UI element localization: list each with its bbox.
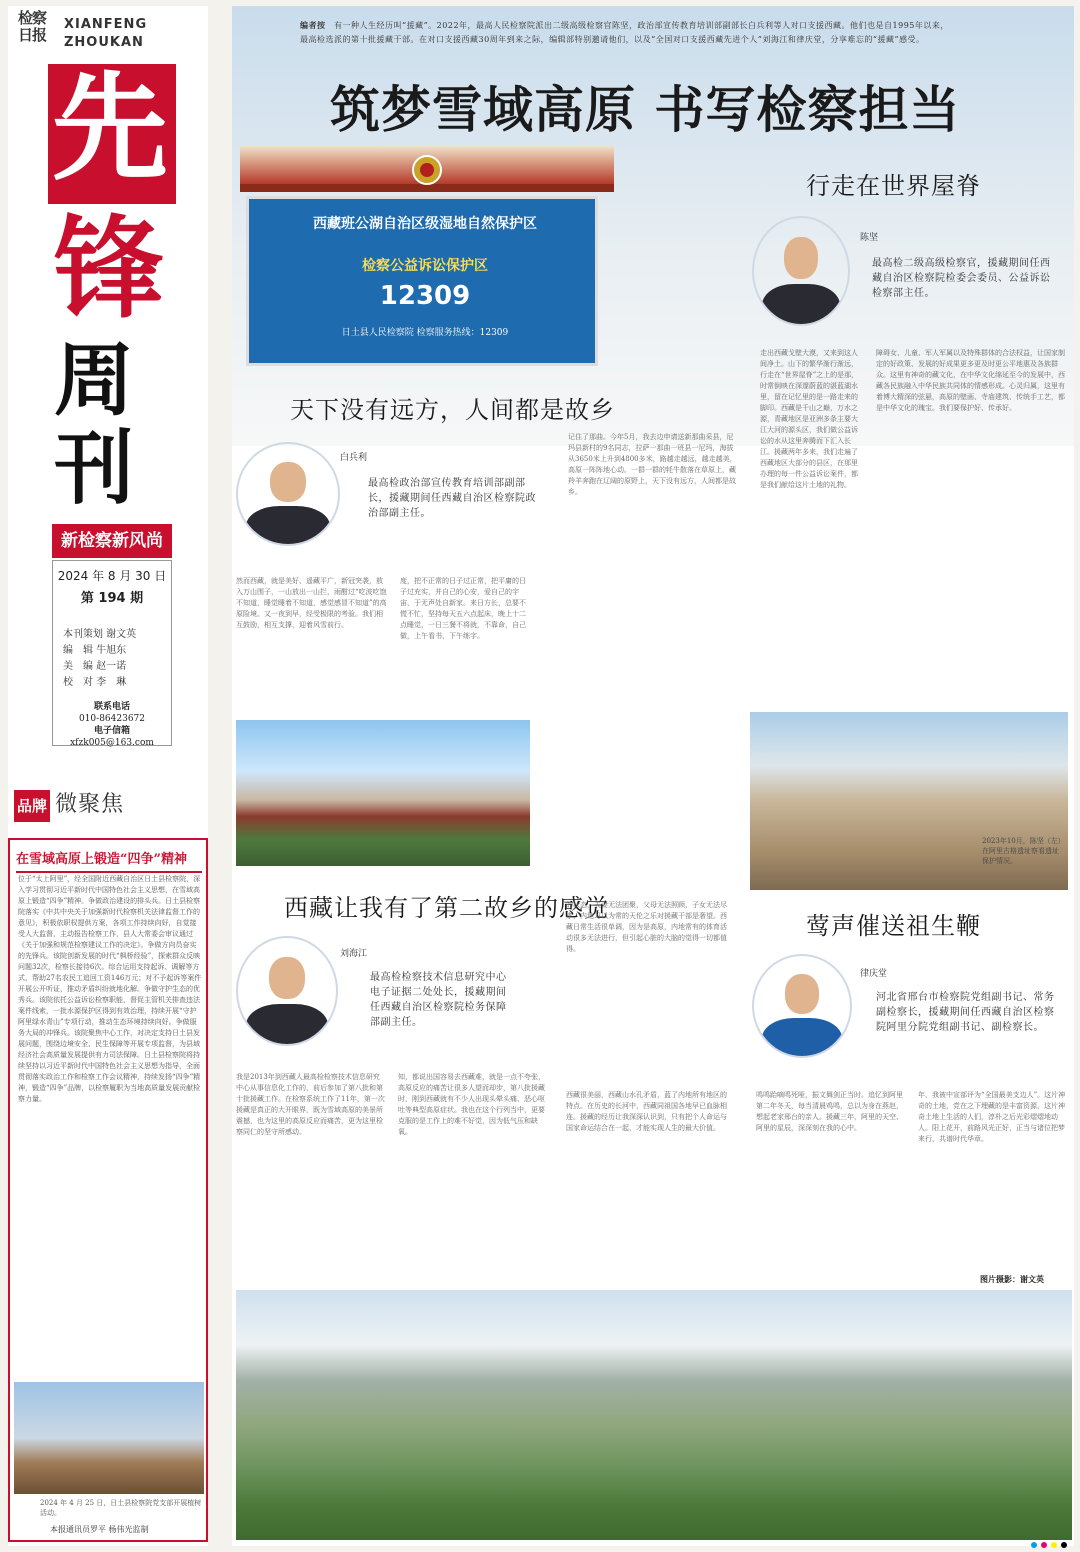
bio-chen-jian: 最高检二级高级检察官，援藏期间任西藏自治区检察院检委会委员、公益诉讼检察部主任。 — [872, 258, 1051, 299]
contact-phone-label: 联系电话 — [93, 702, 130, 712]
editor-note-text: 有一种人生经历叫“援藏”。2022年，最高人民检察院派出二级高级检察官陈坚，政治部宣传教育培训部副部长白兵利等人对口支援西藏。他们也是自1995年以来，最高检选派的第十批援藏干部。在对口支援西藏30周年到来之际，编辑部特别邀请他们，以及“全国对口支援西藏先进个人”刘海江和律庆堂，分享难忘的“援藏”感受。 — [300, 21, 949, 44]
brand-header — [14, 790, 194, 826]
issue-number: 第 194 期 — [80, 591, 144, 606]
feature-photo-caption: 2024 年 4 月 25 日，日土县检察院党支部开展植树活动。 — [40, 1499, 202, 1517]
portrait-lv-qingtang — [752, 954, 852, 1058]
editor-note — [300, 18, 950, 47]
title-char-3: 周 — [54, 333, 134, 427]
brand-title: 微聚焦 — [55, 792, 125, 817]
contact-info — [53, 701, 171, 749]
portrait-bai-bingli — [236, 442, 340, 546]
feature-body: 位于“太上阿里”，经全国附近西藏自治区日土县检察院，深入学习贯彻习近平新时代中国特色社会主义思想，在雪域高原上锻造“四争”精神。争做政治建设的排头兵。日土县检察院落实《中共中央关于加强新时代检察机关法律监督工作的意见》，积极依职权提供方案，各项工作持续向好，自觉接受人大监督，主动报告检察工作，县人大常委会审议通过《关于加强和规范检察建议工作的决定》。争做方向员奋实的先锋兵。该院创新发展的时代“枫桥经验”，探索群众反映问题32次，检察长接待6次。综合运用支持起诉、调解等方式，帮助27名农民工追回工资146万元；对不予起诉等案件开展公开听证，推动矛盾纠纷就地化解。争做守护生态的优秀兵。该院依托公益诉讼检察职能，督促主管机关排查违法案件线索，一批水源保护区得到有效治理，持续开展“守护阿里绿水青山”专项行动，推动生态环境持续向好。争做服务大局的冲锋兵。该院聚焦中心工作，对决定支持日土县发展问题，围绕边境安全、民生保障等开展专项监督，为县域经济社会高质量发展提供有力司法保障。日土县检察院将持续坚持以习近平新时代中国特色社会主义思想为指导，全面贯彻落实政治工作和检察工作会议精神，持续发扬“四争”精神，锻造“四争”品牌，以检察履职为当地高质量发展贡献检察力量。 — [18, 875, 202, 1103]
feature-credit: 本报通讯员罗平 杨伟光监制 — [50, 1525, 149, 1534]
column-f: 我是2013年到西藏人最高检检察技术信息研究中心从事信息化工作的，前后参加了第八批和第十批援藏工作。在检察系统工作了11年，第一次援藏是真正的大开眼界，既为雪域高原的美景所震撼，也为这里的高原反应而痛苦，更为这里检察同仁的坚守所感动。 — [236, 1073, 385, 1136]
masthead-title-red — [48, 64, 176, 204]
name-bai-bingli: 白兵利 — [340, 453, 368, 463]
contact-phone: 010-86423672 — [78, 714, 146, 724]
column-i: 西藏很美丽，西藏山水孔矛盾，蓝了内地所有地区的特点。在历史的长河中，西藏同祖国各地早已血脉相连。援藏的经历让我深深认识到，只有把个人命运与国家命运结合在一起，才能实现人生的最大价值。 — [566, 1091, 727, 1132]
staff-proofreader: 校 对 李 琳 — [63, 677, 127, 688]
section-title-3: 西藏让我有了第二故乡的感觉 — [284, 894, 609, 922]
logo-chars: 检察日报 — [18, 9, 47, 44]
column-g: 知，都说出国容易去西藏难，就是一点不夸张，高原反应的痛苦让很多人望而却步，第八批援藏时，刚到西藏就有不少人出现头晕头痛、恶心呕吐等典型高原症状。我也在这个行列当中，更要克服的是工作上的难不好觉，因为低气压和缺氧。 — [398, 1073, 545, 1136]
title-char-4: 刊 — [54, 421, 134, 515]
photo-credit: 图片摄影：谢文英 — [980, 1274, 1044, 1284]
masthead-title-2 — [48, 210, 176, 335]
section-title-4: 莺声催送祖生鞭 — [806, 912, 981, 940]
staff-planner: 本刊策划 谢文英 — [63, 629, 137, 640]
column-c: 然而西藏，就是美好、遥藏平广，新冠突袭，敖入万山围子，一山放出一山拦，雨酣过“吃波吃饱不知道，睡觉睡着不知道，感觉感冒不知道”的高原险境。又一夜到早，经受极限的考验。我们相互鼓励，相互支撑，迎着风雪前行。 — [236, 577, 387, 629]
sign-gate — [240, 146, 614, 192]
column-e: 记住了那曲。今年5月，我去边申请送新那曲采县，尼玛县新村的9名同志，拉萨一那曲一班县一尼玛，海拔从3650米上升到4800多米，路越走越远，越走越美，高原一阵阵地心动。一群一群的牦牛散落在草原上，藏羚羊奔跑在辽阔的原野上，天下没有远方，人间都是故乡。 — [568, 433, 737, 496]
section-title-2: 天下没有远方，人间都是故乡 — [290, 396, 615, 424]
sign-line-1: 西藏班公湖自治区级湿地自然保护区 — [313, 216, 537, 232]
potala-photo — [236, 720, 530, 866]
staff-list — [63, 627, 163, 691]
contact-email-label: 电子信箱 — [93, 726, 130, 736]
name-chen-jian: 陈坚 — [860, 233, 879, 243]
title-char-1: 先 — [52, 64, 168, 196]
sign-line-4: 日土县人民检察院 检察服务热线：12309 — [341, 328, 509, 338]
column-b: 障碍女、儿童、军人军属以及特殊群体的合法权益，让国家制定的好政策、发展的好成果更多更及时更公平地惠及各族群众。这里有神奇的藏文化，在中华文化绵延至今的发展中，西藏各民族融入中华民族共同体的情感形成。心灵归属，这里有着博大精深的弦悬，高原的壁画、寺庙建筑、传统手工艺，都是中华文化的瑰宝。我们要保护好、传承好。 — [876, 349, 1065, 412]
grassland-photo — [236, 1290, 1072, 1540]
staff-designer: 美 编 赵一诺 — [63, 661, 127, 672]
column-a: 走出西藏戈壁大漠，又来到这人间净土。山下的繁华渐行渐远，行走在“世界屋脊”之上的是那，时常倒映在深邃蔚蓝的湛蓝湖水里，留在记忆里的是一路走来的脚印。西藏是千山之巅，万水之源，青藏地区是亚洲多条主要大江大河的源头区，我们做公益诉讼的水从这里奔腾而下汇入长江。援藏两年多来，我们走遍了西藏地区大部分的县区，在那里办理的每一件公益诉讼案件，都是我们献给这片土地的礼物。 — [760, 349, 859, 489]
logo-en-line-2: ZHOUKAN — [64, 35, 144, 50]
column-h: 的状态，夫妻无法团聚，父母无法照顾，子女无法尽孝，内地习以为常的天伦之乐对援藏干部是奢望。西藏日常生活很单调，因为是高原，内地常有的体育活动很多无法进行，但引起心脏的大脑的觉得一切都值得。 — [566, 901, 727, 953]
bio-lv-qingtang: 河北省邢台市检察院党组副书记、常务副检察长，援藏期间任西藏自治区检察院阿里分院党组副书记、副检察长。 — [876, 992, 1055, 1033]
logo-english — [64, 16, 147, 52]
logo-en-line-1: XIANFENG — [64, 17, 148, 32]
sign-hotline: 12309 — [379, 281, 471, 311]
column-k: 年，我被中宣部评为“全国最美支边人”。这片神奇的土地，党在之下埋藏的是丰富资源，这片神奇土地上生活的人们，淳朴之后光彩熠熠地动人。阳上花开，前路风光正好，正当与诸位把梦来行，共谱时代华章。 — [918, 1091, 1066, 1143]
feature-title: 在雪域高原上锻造“四争”精神 — [16, 848, 202, 873]
column-d: 度，把不正常的日子过正常，把平庸的日子过充实，并自己的心安，爱自己的宇宙，于无声处自新家。来日方长，总要不慌不忙，坚持每天五六点起床，晚上十二点睡觉，一日三餐不将就，不靠命，自己做，上午看书，下午练字。 — [400, 577, 526, 640]
bio-liu-haijiang: 最高检检察技术信息研究中心电子证据二处处长，援藏期间任西藏自治区检察院检务保障部副主任。 — [370, 972, 507, 1028]
issue-date: 2024 年 8 月 30 日 — [57, 569, 167, 583]
column-j: 鸣鸣跆嘀鸣死哑，振文舞剑正当时。追忆到阿里第二年冬天，每当清晨鸡鸣，总以为身在燕赵，想起老家邢台的亲人。援藏三年，阿里的天空、阿里的星辰，深深刻在我的心中。 — [756, 1091, 903, 1132]
brand-mark: 品牌 — [14, 790, 50, 822]
editor-note-label: 编者按 — [300, 20, 326, 30]
title-char-2: 锋 — [54, 210, 164, 333]
main-headline: 筑梦雪域高原 书写检察担当 — [330, 80, 961, 139]
issue-info-box — [52, 560, 172, 746]
reserve-sign — [246, 196, 598, 366]
feature-box — [8, 838, 208, 1542]
sign-line-2: 检察公益诉讼保护区 — [362, 258, 488, 274]
portrait-liu-haijiang — [236, 936, 338, 1046]
ruins-caption: 2023年10月，陈坚（左）在阿里古格遗址察看遗址保护情况。 — [982, 837, 1062, 865]
slogan-banner: 新检察新风尚 — [52, 524, 172, 558]
portrait-chen-jian — [752, 216, 850, 326]
name-liu-haijiang: 刘海江 — [340, 949, 368, 959]
bio-bai-bingli: 最高检政治部宣传教育培训部副部长，援藏期间任西藏自治区检察院政治部副主任。 — [368, 478, 536, 519]
logo-block — [10, 6, 205, 58]
staff-editor: 编 辑 牛旭东 — [63, 645, 127, 656]
section-title-1: 行走在世界屋脊 — [806, 172, 981, 200]
contact-email: xfzk005@163.com — [70, 738, 154, 748]
name-lv-qingtang: 律庆堂 — [860, 969, 888, 979]
feature-photo — [14, 1382, 204, 1494]
color-registration-marks — [1030, 1534, 1070, 1542]
